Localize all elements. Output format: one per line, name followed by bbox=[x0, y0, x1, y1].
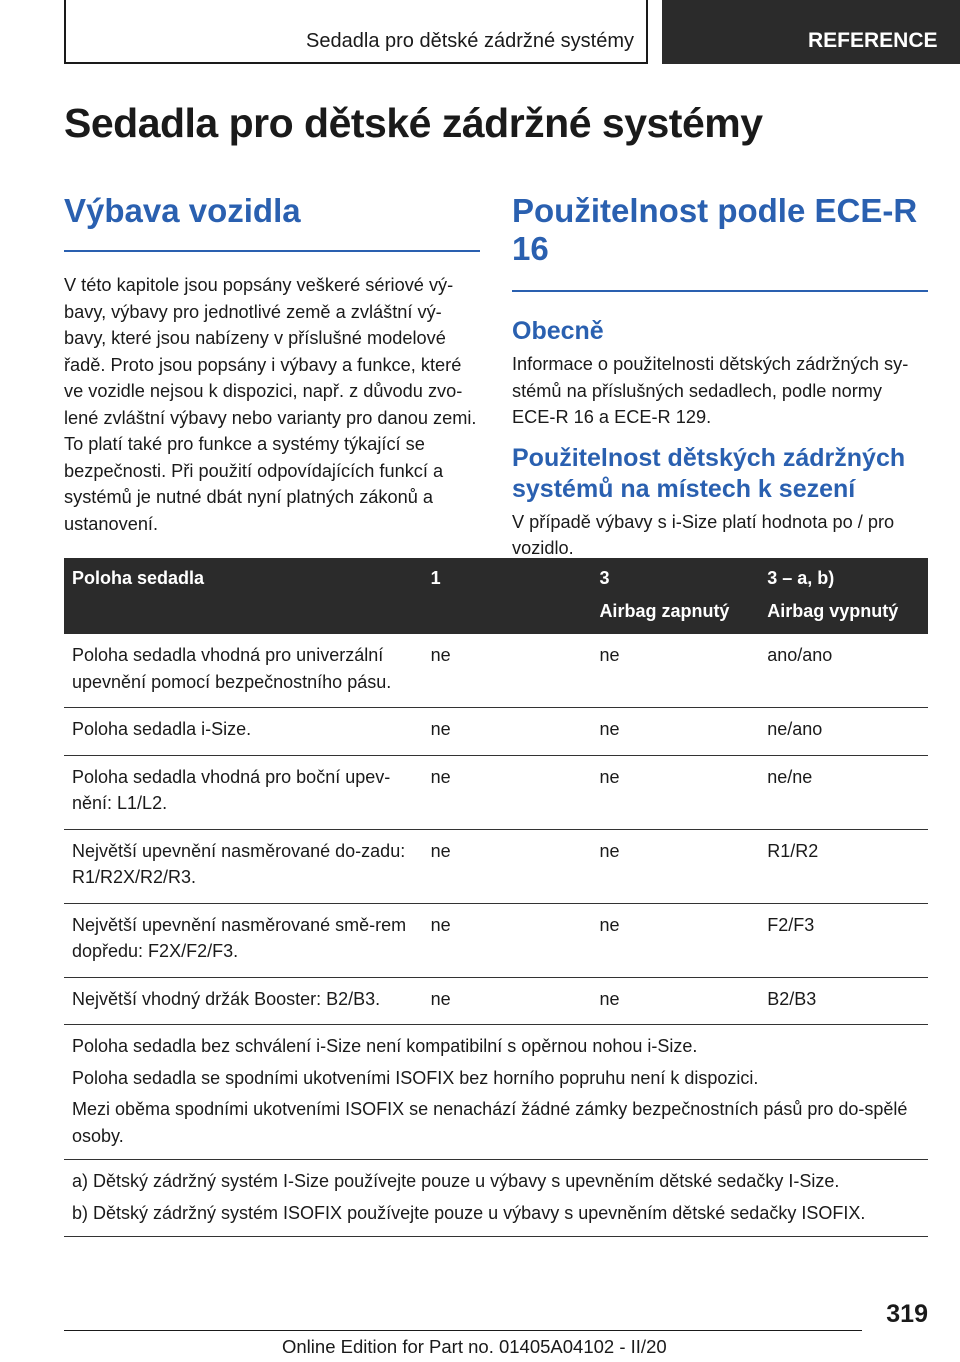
header-reference-tab[interactable]: REFERENCE bbox=[662, 0, 960, 64]
table-footnotes-row bbox=[64, 1160, 928, 1237]
table-cell: Poloha sedadla i-Size. bbox=[64, 708, 423, 756]
table-cell: ne bbox=[591, 755, 759, 829]
vehicle-equipment-text: V této kapitole jsou popsány veškeré sériové vý‐bavy, výbavy pro jednotlivé země a zvláštní vý‐bavy, které jsou nabízeny v příslušné modelové řadě. Proto jsou popsány i výbavy a funkce, které ve vozidle nejsou k dispozici, např. z důvodu zvo‐lené zvláštní výbavy nebo varianty pro danou zemi. To platí také pro funkce a systémy týkající se bezpečnosti. Při použití odpovídajících funkcí a systémů je nutné dbát nyní platných zákonů a ustanovení. bbox=[64, 275, 477, 534]
header-seat-1: 1 bbox=[423, 558, 592, 634]
table-header-row bbox=[64, 558, 928, 634]
table-cell: ano/ano bbox=[759, 634, 928, 708]
table-note: Poloha sedadla bez schválení i-Size není kompatibilní s opěrnou nohou i-Size. bbox=[72, 1036, 698, 1056]
table-cell: F2/F3 bbox=[759, 903, 928, 977]
page-title: Sedadla pro dětské zádržné systémy bbox=[64, 100, 763, 146]
table-cell: Největší upevnění nasměrované do‐zadu: R1/R2X/R2/R3. bbox=[64, 829, 423, 903]
table-row bbox=[64, 634, 928, 708]
table-footnote: a) Dětský zádržný systém I-Size používejte pouze u výbavy s upevněním dětské sedačky I-Size. bbox=[72, 1171, 840, 1191]
table-cell: ne bbox=[423, 755, 592, 829]
table-footnote: b) Dětský zádržný systém ISOFIX používejte pouze u výbavy s upevněním dětské sedačky ISOFIX. bbox=[72, 1202, 866, 1223]
seating-usability-text: V případě výbavy s i-Size platí hodnota po / pro vozidlo. bbox=[512, 511, 895, 558]
table-notes-row bbox=[64, 1025, 928, 1160]
table-cell: Největší vhodný držák Booster: B2/B3. bbox=[64, 977, 423, 1025]
table-cell: ne bbox=[591, 903, 759, 977]
ece-r16-heading: Použitelnost podle ECE-R 16 bbox=[512, 192, 918, 267]
left-heading-block bbox=[64, 192, 480, 252]
table-row bbox=[64, 755, 928, 829]
table-notes-cell bbox=[64, 1025, 928, 1160]
table-cell: B2/B3 bbox=[759, 977, 928, 1025]
right-heading-block bbox=[512, 192, 928, 292]
table-cell: ne bbox=[591, 829, 759, 903]
left-column bbox=[64, 192, 480, 537]
header-section-box bbox=[64, 0, 648, 64]
table-row bbox=[64, 977, 928, 1025]
header-seat-3-airbag-on: 3 Airbag zapnutý bbox=[591, 558, 759, 634]
table-cell: Poloha sedadla vhodná pro boční upev‐nění: L1/L2. bbox=[64, 755, 423, 829]
table-cell: ne bbox=[423, 708, 592, 756]
table-row bbox=[64, 829, 928, 903]
seating-usability-subheading: Použitelnost dětských zádržných systémů na místech k sezení bbox=[512, 443, 906, 503]
table-cell: ne bbox=[423, 829, 592, 903]
header-seat-position: Poloha sedadla bbox=[64, 558, 423, 634]
header-section-title: Sedadla pro dětské zádržné systémy bbox=[306, 30, 634, 52]
table-note: Mezi oběma spodními ukotveními ISOFIX se nenachází žádné zámky bezpečnostních pásů pro do‐spělé osoby. bbox=[72, 1099, 908, 1146]
footer-edition-text: Online Edition for Part no. 01405A04102 - II/20 bbox=[282, 1336, 667, 1357]
table-cell: Poloha sedadla vhodná pro univerzální upevnění pomocí bezpečnostního pásu. bbox=[64, 634, 423, 708]
table-footnotes-cell bbox=[64, 1160, 928, 1237]
general-subheading: Obecně bbox=[512, 317, 604, 345]
table-note: Poloha sedadla se spodními ukotveními ISOFIX bez horního popruhu není k dispozici. bbox=[72, 1067, 759, 1088]
table-cell: ne bbox=[423, 634, 592, 708]
right-column bbox=[512, 192, 928, 562]
table-row bbox=[64, 708, 928, 756]
header-seat-3-airbag-off: 3 – a, b) Airbag vypnutý bbox=[759, 558, 928, 634]
table-cell: ne bbox=[591, 708, 759, 756]
table-cell: ne bbox=[591, 977, 759, 1025]
footer-divider bbox=[64, 1330, 862, 1331]
table-cell: ne bbox=[423, 977, 592, 1025]
table-cell: ne/ne bbox=[759, 755, 928, 829]
table-cell: ne bbox=[423, 903, 592, 977]
vehicle-equipment-heading: Výbava vozidla bbox=[64, 192, 301, 229]
table-cell: Největší upevnění nasměrované smě‐rem dopředu: F2X/F2/F3. bbox=[64, 903, 423, 977]
table-cell: R1/R2 bbox=[759, 829, 928, 903]
general-text: Informace o použitelnosti dětských zádržných sy‐stémů na příslušných sedadlech, podle normy ECE-R 16 a ECE-R 129. bbox=[512, 354, 909, 427]
table-cell: ne/ano bbox=[759, 708, 928, 756]
child-seat-table bbox=[64, 558, 928, 1237]
page-number: 319 bbox=[886, 1300, 928, 1328]
table-row bbox=[64, 903, 928, 977]
table-cell: ne bbox=[591, 634, 759, 708]
